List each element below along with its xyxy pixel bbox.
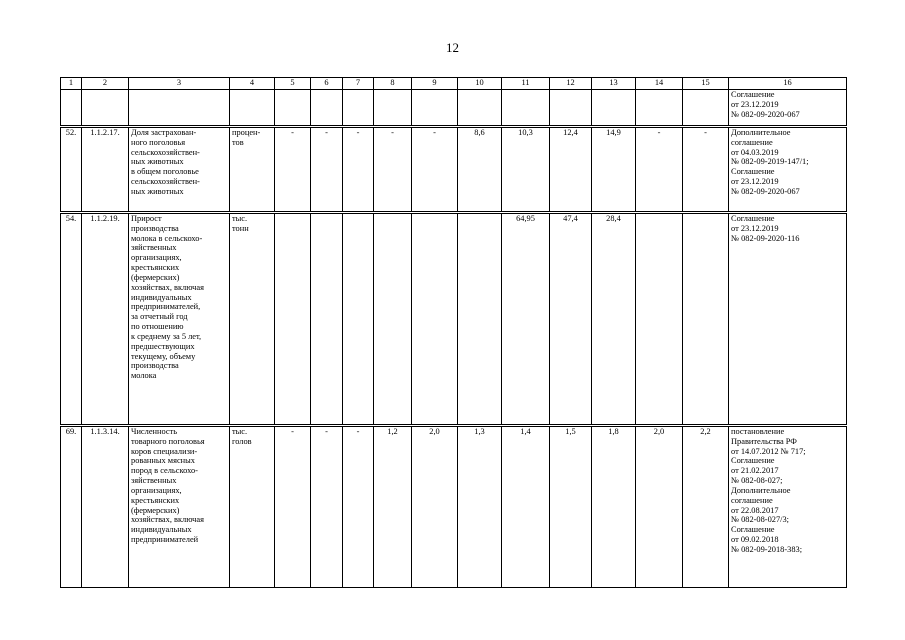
row-value xyxy=(636,213,683,426)
row-value: 1,2 xyxy=(374,426,412,588)
indicators-table xyxy=(60,77,847,588)
row-value: - xyxy=(275,127,311,213)
row-value: 10,3 xyxy=(502,127,550,213)
table-row xyxy=(61,90,847,127)
page-number: 12 xyxy=(446,40,459,55)
row-value: 1,4 xyxy=(502,426,550,588)
row-value: - xyxy=(412,127,458,213)
row-value: 8,6 xyxy=(458,127,502,213)
row-value: 2,0 xyxy=(636,426,683,588)
table-row xyxy=(61,127,847,213)
row-value xyxy=(683,90,729,127)
table-header xyxy=(61,78,847,90)
row-value: 1,3 xyxy=(458,426,502,588)
col-header: 15 xyxy=(683,78,729,90)
row-unit xyxy=(230,90,275,127)
row-value: 64,95 xyxy=(502,213,550,426)
col-header: 10 xyxy=(458,78,502,90)
row-value xyxy=(550,90,592,127)
row-indicator: Доля застрахован- ного поголовья сельскохозяйствен- ных животных в общем поголовье сельскохозяйствен- ных животных xyxy=(129,127,230,213)
row-code: 1.1.2.19. xyxy=(82,213,129,426)
row-value: - xyxy=(374,127,412,213)
row-value xyxy=(275,90,311,127)
col-header: 16 xyxy=(729,78,847,90)
row-value: - xyxy=(683,127,729,213)
row-value: - xyxy=(636,127,683,213)
row-value: - xyxy=(343,127,374,213)
row-value xyxy=(343,90,374,127)
row-indicator: Численность товарного поголовья коров специализи- рованных мясных пород в сельскохо- зяйственных организациях, крестьянских (фермерских) хозяйствах, включая индивидуальных предпринимателей xyxy=(129,426,230,588)
row-value xyxy=(592,90,636,127)
row-value xyxy=(343,213,374,426)
col-header: 6 xyxy=(311,78,343,90)
row-value: 1,8 xyxy=(592,426,636,588)
col-header: 5 xyxy=(275,78,311,90)
row-value: 2,2 xyxy=(683,426,729,588)
row-value: 28,4 xyxy=(592,213,636,426)
row-code: 1.1.2.17. xyxy=(82,127,129,213)
row-value xyxy=(458,90,502,127)
row-unit: тыс. голов xyxy=(230,426,275,588)
row-basis: Соглашение от 23.12.2019 № 082-09-2020-116 xyxy=(729,213,847,426)
col-header: 13 xyxy=(592,78,636,90)
col-header: 12 xyxy=(550,78,592,90)
row-code: 1.1.3.14. xyxy=(82,426,129,588)
row-value: - xyxy=(343,426,374,588)
row-value xyxy=(311,90,343,127)
col-header: 4 xyxy=(230,78,275,90)
row-basis: Дополнительное соглашение от 04.03.2019 № 082-09-2019-147/1; Соглашение от 23.12.2019 № 082-09-2020-067 xyxy=(729,127,847,213)
row-value xyxy=(311,213,343,426)
col-header: 9 xyxy=(412,78,458,90)
col-header: 3 xyxy=(129,78,230,90)
col-header: 7 xyxy=(343,78,374,90)
row-number: 54. xyxy=(61,213,82,426)
col-header: 8 xyxy=(374,78,412,90)
row-value xyxy=(374,213,412,426)
row-unit: тыс. тонн xyxy=(230,213,275,426)
table-row xyxy=(61,426,847,588)
row-value xyxy=(458,213,502,426)
col-header: 14 xyxy=(636,78,683,90)
row-value xyxy=(502,90,550,127)
col-header: 11 xyxy=(502,78,550,90)
row-code xyxy=(82,90,129,127)
row-indicator: Прирост производства молока в сельскохо- зяйственных организациях, крестьянских (фермерских) хозяйствах, включая индивидуальных предпринимателей, за отчетный год по отношению к среднему за 5 лет, предшествующих текущему, объему производства молока xyxy=(129,213,230,426)
row-value xyxy=(412,90,458,127)
row-value xyxy=(636,90,683,127)
row-value: 12,4 xyxy=(550,127,592,213)
row-value: - xyxy=(311,426,343,588)
row-value xyxy=(275,213,311,426)
row-value xyxy=(412,213,458,426)
col-header: 1 xyxy=(61,78,82,90)
row-number: 69. xyxy=(61,426,82,588)
row-number: 52. xyxy=(61,127,82,213)
row-value: - xyxy=(275,426,311,588)
row-basis: Соглашение от 23.12.2019 № 082-09-2020-067 xyxy=(729,90,847,127)
row-value: 1,5 xyxy=(550,426,592,588)
col-header: 2 xyxy=(82,78,129,90)
row-value: 14,9 xyxy=(592,127,636,213)
row-number xyxy=(61,90,82,127)
row-unit: процен- тов xyxy=(230,127,275,213)
table-row xyxy=(61,213,847,426)
row-value xyxy=(374,90,412,127)
row-value: 2,0 xyxy=(412,426,458,588)
row-basis: постановление Правительства РФ от 14.07.2012 № 717; Соглашение от 21.02.2017 № 082-08-027; Дополнительное соглашение от 22.08.2017 № 082-08-027/3; Соглашение от 09.02.2018 № 082-09-2018-383; xyxy=(729,426,847,588)
row-value: 47,4 xyxy=(550,213,592,426)
row-value: - xyxy=(311,127,343,213)
row-indicator xyxy=(129,90,230,127)
row-value xyxy=(683,213,729,426)
